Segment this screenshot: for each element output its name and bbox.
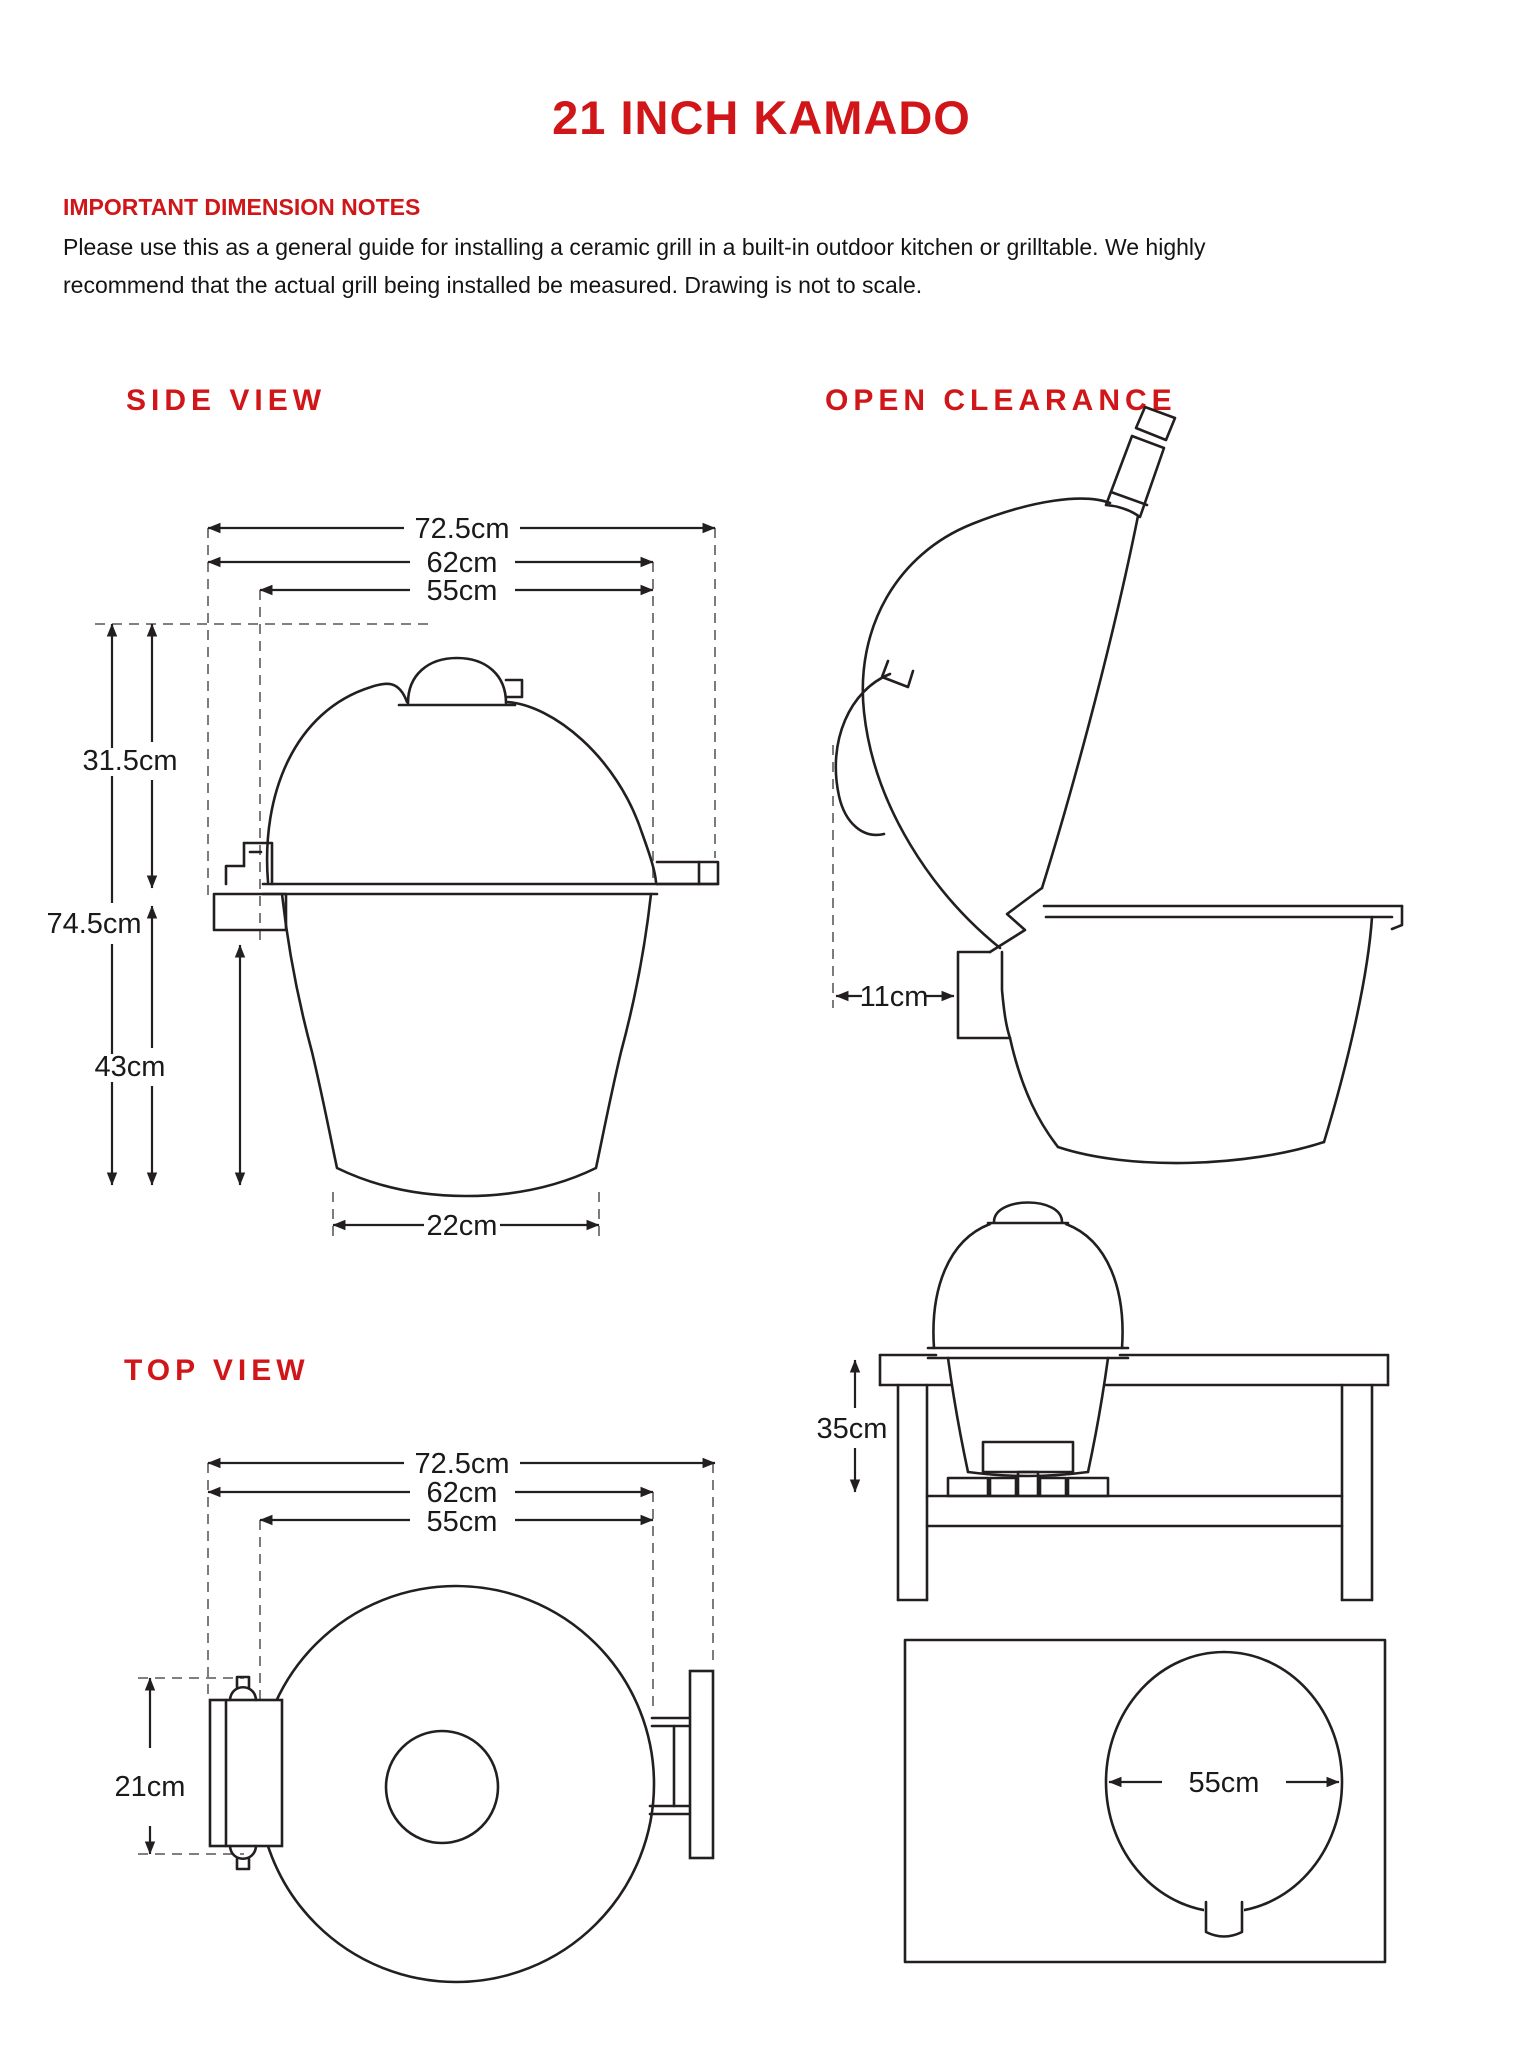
side-total-height-label: 74.5cm <box>46 908 142 940</box>
notes-line-1: Please use this as a general guide for installing a ceramic grill in a built-in outdoor kitchen or grilltable. We highly <box>63 234 1206 260</box>
open-clearance-heading: OPEN CLEARANCE <box>825 384 1177 417</box>
side-overall-width-label: 72.5cm <box>414 513 510 545</box>
side-lid-height-label: 31.5cm <box>82 745 178 777</box>
top-hinge-width-label: 62cm <box>426 1477 498 1509</box>
top-view-dimension-lines <box>115 1448 715 1854</box>
cutout-diagram <box>905 1640 1385 1962</box>
side-view-dimension-lines <box>46 513 715 1242</box>
top-body-width-label: 55cm <box>426 1506 498 1538</box>
page-title: 21 INCH KAMADO <box>552 91 971 144</box>
side-view-diagram <box>214 658 718 1196</box>
open-clearance-diagram <box>836 407 1402 1163</box>
notes-line-2: recommend that the actual grill being installed be measured. Drawing is not to scale. <box>63 272 923 298</box>
side-body-width-label: 55cm <box>426 575 498 607</box>
side-hinge-width-label: 62cm <box>426 547 498 579</box>
top-view-heading: TOP VIEW <box>124 1354 310 1387</box>
top-hinge-depth-label: 21cm <box>114 1771 186 1803</box>
top-overall-width-label: 72.5cm <box>414 1448 510 1480</box>
built-in-dimension-lines <box>817 1360 888 1492</box>
side-view-heading: SIDE VIEW <box>126 384 327 417</box>
cutout-diameter-label: 55cm <box>1188 1767 1260 1799</box>
side-bottom-width-label: 22cm <box>426 1210 498 1242</box>
below-counter-height-label: 35cm <box>816 1413 888 1445</box>
open-clearance-label: 11cm <box>859 981 929 1013</box>
notes-heading: IMPORTANT DIMENSION NOTES <box>63 194 421 220</box>
open-clearance-dimension-lines <box>833 745 954 1013</box>
top-view-diagram <box>210 1586 713 1982</box>
built-in-table-diagram <box>880 1203 1388 1601</box>
side-base-height-label: 43cm <box>94 1051 166 1083</box>
